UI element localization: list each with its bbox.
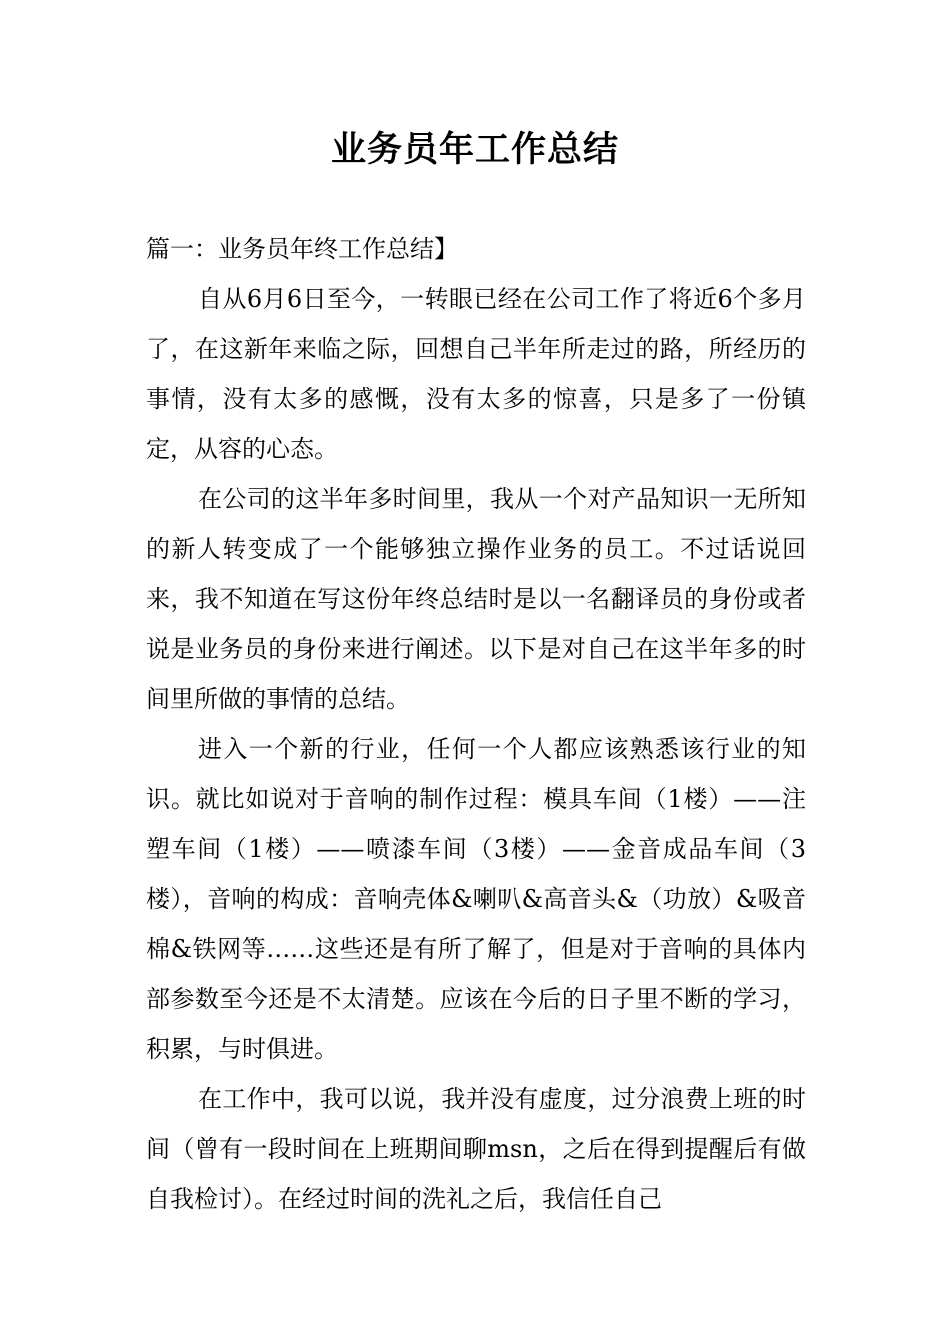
document-body — [146, 224, 806, 1224]
paragraph-1: 自从6月6日至今，一转眼已经在公司工作了将近6个多月了，在这新年来临之际，回想自己半年所走过的路，所经历的事情，没有太多的感慨，没有太多的惊喜，只是多了一份镇定，从容的心态。 — [146, 285, 806, 463]
paragraph-3: 进入一个新的行业，任何一个人都应该熟悉该行业的知识。就比如说对于音响的制作过程：模具车间（1楼）——注塑车间（1楼）——喷漆车间（3楼）——金音成品车间（3楼），音响的构成：音响壳体&喇叭&高音头&（功放）&吸音棉&铁网等……这些还是有所了解了，但是对于音响的具体内部参数至今还是不太清楚。应该在今后的日子里不断的学习，积累，与时俱进。 — [146, 735, 806, 1063]
section-heading: 篇一：业务员年终工作总结】 — [146, 235, 458, 263]
document-title: 业务员年工作总结 — [330, 130, 619, 170]
paragraph-2: 在公司的这半年多时间里，我从一个对产品知识一无所知的新人转变成了一个能够独立操作业务的员工。不过话说回来，我不知道在写这份年终总结时是以一名翻译员的身份或者说是业务员的身份来进行阐述。以下是对自己在这半年多的时间里所做的事情的总结。 — [146, 485, 806, 713]
paragraph-4: 在工作中，我可以说，我并没有虚度，过分浪费上班的时间（曾有一段时间在上班期间聊msn，之后在得到提醒后有做自我检讨）。在经过时间的洗礼之后，我信任自己 — [146, 1085, 806, 1213]
